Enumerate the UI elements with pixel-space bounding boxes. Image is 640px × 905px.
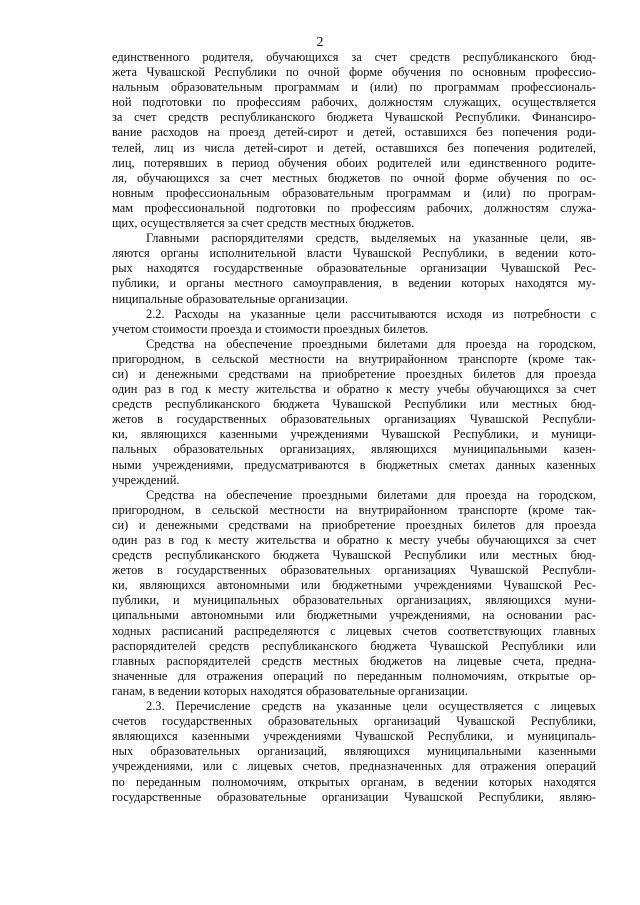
text-line: ля, обучающихся за счет местных бюджетов по очной форме обучения по ос-	[112, 170, 596, 185]
text-line: ных образовательных организаций, являющихся муниципальными казенными	[112, 744, 596, 759]
text-line: один раз в год к месту жительства и обратно к месту учебы обучающихся за счет	[112, 382, 596, 397]
text-line: учетом стоимости проезда и стоимости проездных билетов.	[112, 321, 429, 336]
text-line: ляются органы исполнительной власти Чувашской Республики, в ведении кото-	[112, 246, 596, 261]
text-line: жета Чувашской Республики по очной форме обучения по основным профессио-	[112, 65, 596, 80]
text-line: средств республиканского бюджета Чувашской Республики или местных бюд-	[112, 548, 596, 563]
text-line: ходных расписаний распределяются с лицевых счетов соответствующих главных	[112, 623, 596, 638]
text-line: публики, и органы местного самоуправления, в ведении которых находятся му-	[112, 276, 596, 291]
text-line: распорядителей средств республиканского бюджета Чувашской Республики или	[112, 638, 596, 653]
text-line: ганам, в ведении которых находятся образовательные организации.	[112, 683, 468, 698]
text-line: значенные для отражения операций по переданным полномочиям, открытые ор-	[112, 668, 596, 683]
text-line: средств республиканского бюджета Чувашской Республики или местных бюд-	[112, 397, 596, 412]
text-line: ными учреждениями, предусматриваются в бюджетных сметах данных казенных	[112, 457, 596, 472]
text-line: пальных образовательных организациях, являющихся муниципальными казен-	[112, 442, 596, 457]
text-line: ки, являющихся казенными учреждениями Чувашской Республики, и муници-	[112, 427, 596, 442]
text-line: рых находятся государственные образовательные организации Чувашской Рес-	[112, 261, 596, 276]
text-line: телей, лиц из числа детей-сирот и детей, оставшихся без попечения родителей,	[112, 140, 596, 155]
text-line: жетов в государственных образовательных организациях Чувашской Республи-	[112, 563, 596, 578]
body-text	[112, 50, 596, 805]
text-line: за счет средств республиканского бюджета Чувашской Республики. Финансиро-	[112, 110, 596, 125]
text-line: Средства на обеспечение проездными билетами для проезда на городском,	[146, 336, 596, 351]
text-line: щих, осуществляется за счет средств местных бюджетов.	[112, 216, 415, 231]
text-line: нальным образовательным программам и (или) по программам профессиональ-	[112, 80, 596, 95]
text-line: ципальными автономными или бюджетными учреждениями, на основании рас-	[112, 608, 596, 623]
text-line: жетов в государственных образовательных организациях Чувашской Республи-	[112, 412, 596, 427]
text-line: являющихся казенными учреждениями Чувашской Республики, и муниципаль-	[112, 729, 596, 744]
text-line: главных распорядителей средств местных бюджетов на лицевые счета, предна-	[112, 653, 596, 668]
text-line: государственные образовательные организации Чувашской Республики, являю-	[112, 789, 596, 804]
text-line: новным профессиональным образовательным программам и (или) по програм-	[112, 185, 596, 200]
text-line: си) и денежными средствами на приобретение проездных билетов для проезда	[112, 366, 596, 381]
text-line: Главными распорядителями средств, выделяемых на указанные цели, яв-	[146, 231, 596, 246]
text-line: публики, и муниципальных образовательных организациях, являющихся муни-	[112, 593, 596, 608]
text-line: пригородном, в сельской местности на внутрирайонном транспорте (кроме так-	[112, 502, 596, 517]
text-line: счетов государственных образовательных организаций Чувашской Республики,	[112, 714, 596, 729]
text-line: по переданным полномочиям, открытых органам, в ведении которых находятся	[112, 774, 596, 789]
text-line: Средства на обеспечение проездными билетами для проезда на городском,	[146, 487, 596, 502]
text-line: единственного родителя, обучающихся за счет средств республиканского бюд-	[112, 50, 596, 64]
text-line: ниципальные образовательные организации.	[112, 291, 349, 306]
text-line: 2.2. Расходы на указанные цели рассчитываются исходя из потребности с	[146, 306, 596, 321]
text-line: пригородном, в сельской местности на внутрирайонном транспорте (кроме так-	[112, 351, 596, 366]
text-line: учреждений.	[112, 472, 180, 487]
text-line: мам профессиональной подготовки по профессиям рабочих, должностям служа-	[112, 200, 596, 215]
text-line: си) и денежными средствами на приобретение проездных билетов для проезда	[112, 517, 596, 532]
text-line: ки, являющихся автономными или бюджетными учреждениями Чувашской Рес-	[112, 578, 596, 593]
page-number: 2	[316, 35, 324, 50]
text-line: вание расходов на проезд детей-сирот и детей, оставшихся без попечения роди-	[112, 125, 596, 140]
text-line: 2.3. Перечисление средств на указанные цели осуществляется с лицевых	[146, 699, 596, 714]
text-line: один раз в год к месту жительства и обратно к месту учебы обучающихся за счет	[112, 533, 596, 547]
text-line: учреждениями, или с лицевых счетов, предназначенных для отражения операций	[112, 759, 596, 774]
text-line: лиц, потерявших в период обучения обоих родителей или единственного родите-	[112, 155, 596, 170]
text-line: ной подготовки по профессиям рабочих, должностям служащих, осуществляется	[112, 95, 596, 110]
